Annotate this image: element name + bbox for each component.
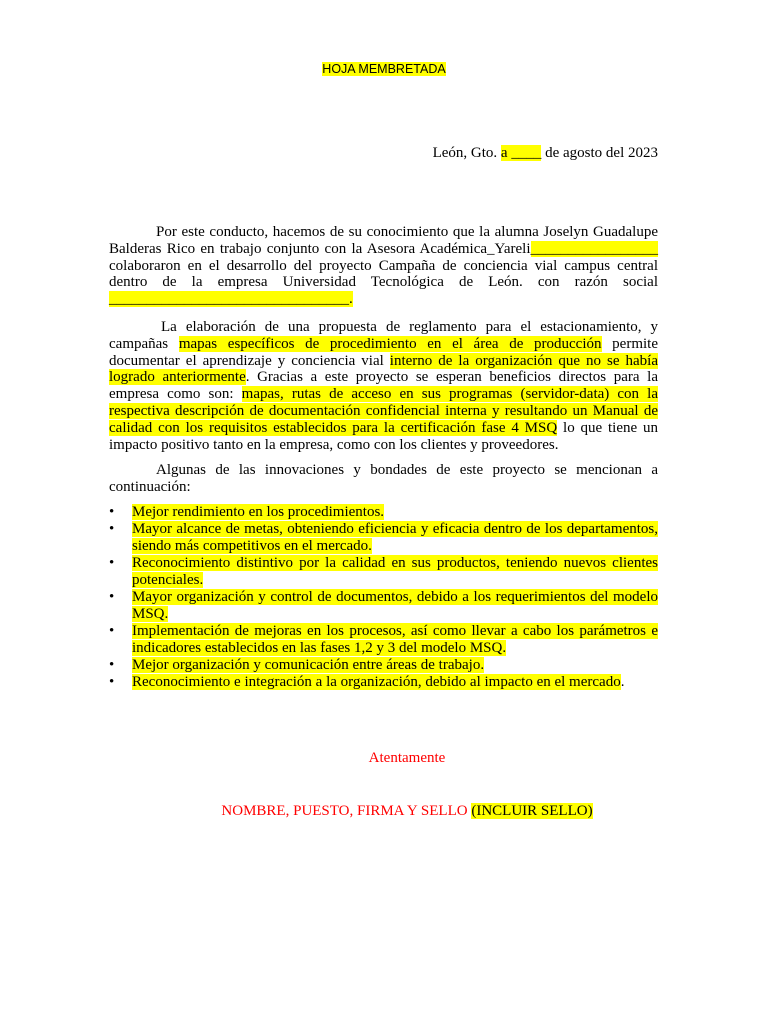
letterhead-placeholder [0,62,768,76]
list-item-text: Mejor organización y comunicación entre áreas de trabajo. [132,657,485,673]
list-item-text: Reconocimiento e integración a la organización, debido al impacto en el mercado [132,674,621,690]
project-seg-4-highlight: interno de la organización que no se había logrado anteriormente [109,352,659,386]
paragraph-innovations [109,462,658,496]
date-line [433,145,658,162]
list-item-text: Mayor alcance de metas, obteniendo eficiencia y eficacia dentro de los departamentos, siendo más competitivos en el mercado. [132,521,658,554]
advisor-name-blank: _________________ [530,240,658,257]
innovations-text: Algunas de las innovaciones y bondades de este proyecto se mencionan a continuación: [109,462,658,495]
letterhead-title: HOJA MEMBRETADA [322,62,446,76]
list-item-text: Mejor rendimiento en los procedimientos. [132,504,385,520]
bullet-marker: • [109,521,115,537]
list-item-text: Implementación de mejoras en los procesos, así como llevar a cabo los parámetros e indicadores establecidos en las fases 1,2 y 3 del modelo MSQ. [132,623,658,656]
paragraph-intro [109,224,658,308]
intro-text-b: colaboraron en el desarrollo del proyecto Campaña de conciencia vial campus central dentro de la empresa Universidad Tecnológica de León. con razón social [109,257,658,291]
closing-salutation [0,750,768,767]
intro-text-a: Por este conducto, hacemos de su conocimiento que la alumna Joselyn Guadalupe Balderas Rico en trabajo conjunto con la Asesora Académica_Yareli [109,224,658,257]
list-item [109,623,658,657]
closing-atentamente: Atentamente [368,750,446,766]
bullet-marker: • [109,555,115,571]
list-item-tail: . [620,674,625,690]
signature-fields: NOMBRE, PUESTO, FIRMA Y SELLO [221,803,472,819]
project-seg-6-highlight: mapas, rutas de acceso en sus programas (servidor-data) con la respectiva descripción de documentación confidencial interna y resultando un Manual de calidad con los requisitos establecidos para la certificación fase 4 MSQ [109,386,658,436]
bullet-marker: • [109,504,115,520]
bullet-marker: • [109,589,115,605]
project-seg-5: . Gracias a este proyecto se esperan beneficios directos para la empresa como son: [109,369,658,403]
business-name-blank: ________________________________. [109,291,353,308]
list-item [109,589,658,623]
signature-line [0,803,768,820]
date-day-blank: a ____ [500,145,542,161]
project-seg-7: lo que tiene un impacto positivo tanto en la empresa, como con los clientes y proveedores. [109,419,658,453]
paragraph-project [109,319,658,453]
include-seal-note: (INCLUIR SELLO) [471,803,593,819]
list-item [109,657,658,674]
list-item-text: Reconocimiento distintivo por la calidad en sus productos, teniendo nuevos clientes potenciales. [132,555,658,588]
list-item [109,521,658,555]
benefits-list [109,504,658,691]
date-place: León, Gto. [432,145,498,161]
bullet-marker: • [109,657,115,673]
list-item [109,504,658,521]
list-item [109,555,658,589]
bullet-marker: • [109,623,115,639]
project-seg-3: permite documentar el aprendizaje y conciencia vial [109,335,658,369]
date-month-year: de agosto del 2023 [545,145,658,161]
project-seg-2-highlight: mapas específicos de procedimiento en el área de producción [178,335,602,352]
project-seg-1: La elaboración de una propuesta de reglamento para el estacionamiento, y campañas [109,319,658,352]
bullet-marker: • [109,674,115,690]
list-item [109,674,658,691]
list-item-text: Mayor organización y control de documentos, debido a los requerimientos del modelo MSQ. [132,589,658,622]
